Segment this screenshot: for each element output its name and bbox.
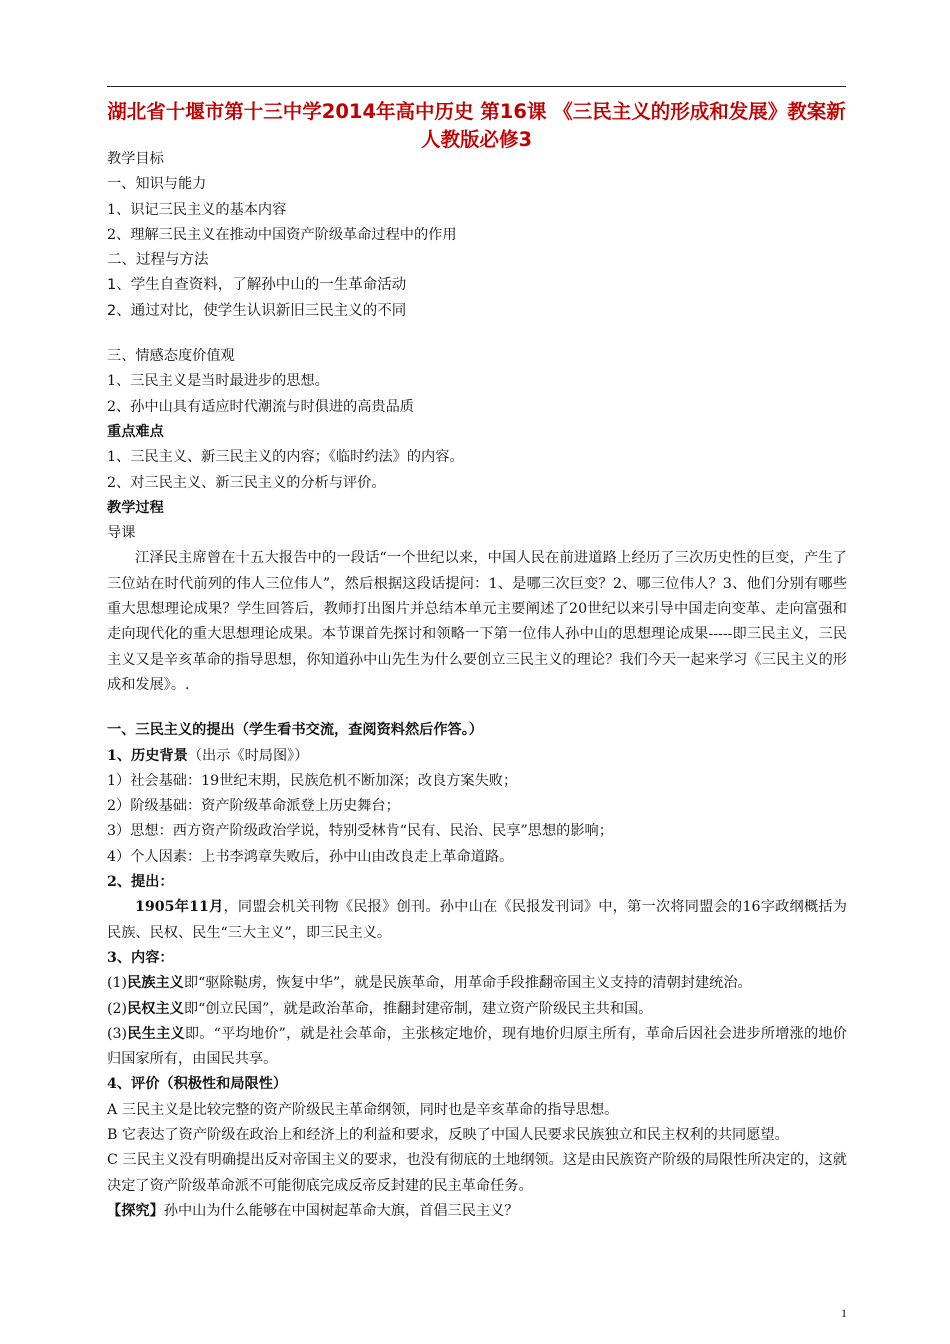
background-heading: 1、历史背景 (107, 747, 188, 764)
focus-item-2: 2、对三民主义、新三民主义的分析与评价。 (107, 474, 386, 491)
focus-heading: 重点难点 (107, 423, 164, 440)
evaluation-item-c: C 三民主义没有明确提出反对帝国主义的要求，也没有彻底的土地纲领。这是由民族资产阶级的局限性所决定的，这就决定了资产阶级革命派不可能彻底完成反帝反封建的民主革命任务。 (107, 1152, 847, 1194)
content-heading: 3、内容： (107, 949, 174, 966)
page-number: 1 (841, 1306, 847, 1320)
content-item-3-number: (3) (107, 1025, 128, 1042)
background-line (107, 744, 847, 769)
process-method-item-1: 1、学生自查资料，了解孙中山的一生革命活动 (107, 277, 407, 294)
proposal-paragraph (107, 895, 847, 946)
content-item-2-term: 民权主义 (127, 1000, 184, 1017)
content-item-3-term: 民生主义 (127, 1025, 185, 1042)
background-item-2: 2）阶级基础：资产阶级革命派登上历史舞台； (107, 798, 400, 815)
proposal-text: ，同盟会机关刊物《民报》创刊。孙中山在《民报发刊词》中，第一次将同盟会的16字政纲概括为民族、民权、民生“三大主义”，即三民主义。 (107, 899, 847, 941)
background-item-3: 3）思想：西方资产阶级政治学说，特别受林肯“民有、民治、民享”思想的影响； (107, 823, 613, 840)
content-item-2 (107, 997, 847, 1022)
knowledge-item-2: 2、理解三民主义在推动中国资产阶级革命过程中的作用 (107, 226, 457, 243)
content-item-1-term: 民族主义 (127, 975, 184, 992)
values-heading: 三、情感态度价值观 (107, 348, 235, 365)
evaluation-item-b: B 它表达了资产阶级在政治上和经济上的利益和要求，反映了中国人民要求民族独立和民主权利的共同愿望。 (107, 1126, 789, 1143)
background-item-4: 4）个人因素：上书李鸿章失败后，孙中山由改良走上革命道路。 (107, 848, 514, 865)
content-item-2-number: (2) (107, 1000, 128, 1017)
knowledge-heading: 一、知识与能力 (107, 176, 207, 193)
content-item-3 (107, 1022, 847, 1073)
background-note: （出示《时局图》） (187, 747, 309, 764)
content-item-1-text: 即“驱除鞑虏，恢复中华”，就是民族革命，用革命手段推翻帝国主义支持的清朝封建统治。 (183, 975, 752, 992)
values-item-2: 2、孙中山具有适应时代潮流与时俱进的高贵品质 (107, 398, 414, 415)
evaluation-heading: 4、评价（积极性和局限性） (107, 1076, 288, 1093)
header-rule (107, 86, 846, 87)
proposal-date: 1905年11月 (135, 899, 224, 916)
content-item-3-text: 即。“平均地价”，就是社会革命，主张核定地价，现有地价归原主所有，革命后因社会进步所增涨的地价归国家所有，由国民共享。 (107, 1025, 847, 1068)
explore-label: 【探究】 (107, 1202, 164, 1219)
process-method-heading: 二、过程与方法 (107, 252, 209, 269)
intro-heading: 导课 (107, 525, 136, 542)
document-title: 湖北省十堰市第十三中学2014年高中历史 第16课 《三民主义的形成和发展》教案新人教版必修3 (107, 100, 846, 151)
teaching-process-heading: 教学过程 (107, 499, 164, 516)
intro-paragraph: 江泽民主席曾在十五大报告中的一段话“一个世纪以来，中国人民在前进道路上经历了三次历史性的巨变，产生了三位站在时代前列的伟人三位伟人”，然后根据这段话提问：1、是哪三次巨变？2、哪三位伟人？3、他们分别有哪些重大思想理论成果？学生回答后，教师打出图片并总结本单元主要阐述了20世纪以来引导中国走向变革、走向富强和走向现代化的重大思想理论成果。本节课首先探讨和领略一下第一位伟人孙中山的思想理论成果-----即三民主义，三民主义又是辛亥革命的指导思想，你知道孙中山先生为什么要创立三民主义的理论？我们今天一起来学习《三民主义的形成和发展》。. (107, 550, 847, 693)
content-item-2-text: 即“创立民国”，就是政治革命，推翻封建帝制，建立资产阶级民主共和国。 (183, 1000, 653, 1017)
content-item-1 (107, 971, 847, 996)
process-method-item-2: 2、通过对比，使学生认识新旧三民主义的不同 (107, 302, 407, 319)
evaluation-item-a: A 三民主义是比较完整的资产阶级民主革命纲领，同时也是辛亥革命的指导思想。 (107, 1101, 619, 1118)
explore-line (107, 1199, 847, 1224)
proposal-heading: 2、提出： (107, 874, 174, 891)
document-body (107, 147, 847, 1224)
goals-heading: 教学目标 (107, 151, 164, 167)
focus-item-1: 1、三民主义、新三民主义的内容；《临时约法》的内容。 (107, 449, 464, 466)
knowledge-item-1: 1、识记三民主义的基本内容 (107, 201, 287, 218)
values-item-1: 1、三民主义是当时最进步的思想。 (107, 373, 329, 390)
explore-text: 孙中山为什么能够在中国树起革命大旗，首倡三民主义？ (163, 1202, 519, 1219)
background-item-1: 1）社会基础：19世纪末期，民族危机不断加深；改良方案失败； (107, 772, 518, 789)
section-1-heading: 一、三民主义的提出（学生看书交流，查阅资料然后作答。） (107, 722, 483, 739)
content-item-1-number: (1) (107, 975, 128, 992)
